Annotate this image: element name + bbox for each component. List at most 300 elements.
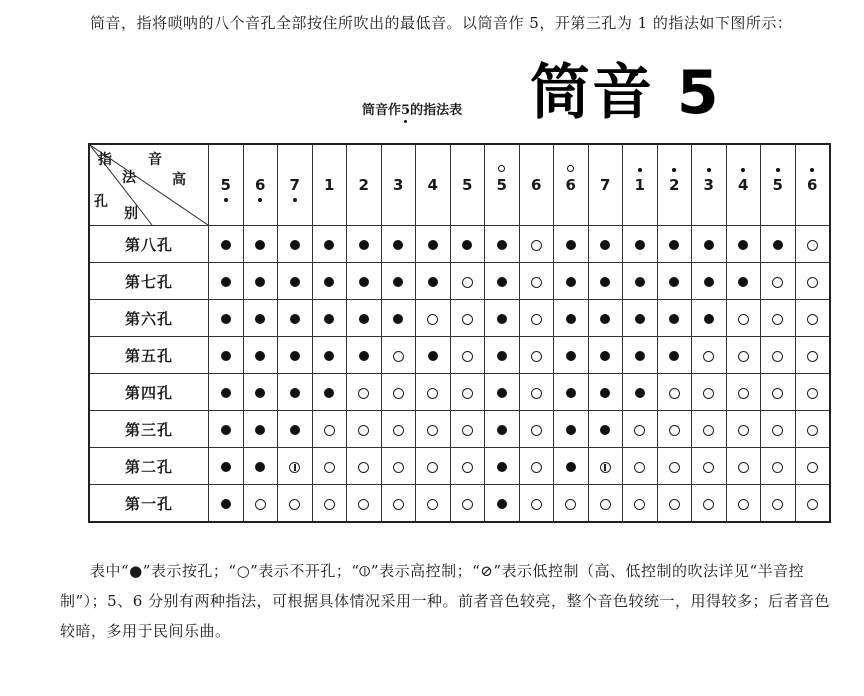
- fingering-cell: [209, 374, 244, 411]
- open-hole-icon: [807, 351, 818, 362]
- fingering-cell: [381, 300, 416, 337]
- closed-hole-icon: [255, 314, 265, 324]
- fingering-cell: [623, 485, 658, 523]
- fingering-cell: [278, 263, 313, 300]
- fingering-cell: [312, 485, 347, 523]
- fingering-cell: [416, 300, 451, 337]
- table-caption: [362, 99, 462, 118]
- legend-paragraph: 表中“●”表示按孔；“○”表示不开孔；“⦶”表示高控制；“⊘”表示低控制（高、低控制的吹法详见“半音控制”）；5、6 分别有两种指法，可根据具体情况采用一种。前者音色较亮，整个音色较统一，用得较多；后者音色较暗，多用于民间乐曲。: [60, 562, 831, 640]
- fingering-cell: [692, 337, 727, 374]
- closed-hole-icon: [290, 240, 300, 250]
- fingering-cell: [692, 226, 727, 263]
- fingering-cell: [519, 337, 554, 374]
- closed-hole-icon: [324, 277, 334, 287]
- note-label: [635, 168, 645, 202]
- open-hole-icon: [772, 314, 783, 325]
- open-hole-icon: [565, 499, 576, 510]
- hole-label: 第七孔: [89, 263, 209, 300]
- fingering-cell: [243, 411, 278, 448]
- note-label: [669, 168, 679, 202]
- open-hole-icon: [531, 277, 542, 288]
- fingering-cell: [795, 300, 830, 337]
- open-hole-icon: [531, 314, 542, 325]
- fingering-cell: [726, 337, 761, 374]
- closed-hole-icon: [497, 351, 507, 361]
- corner-yin: 音: [148, 152, 162, 168]
- corner-kong: 孔: [94, 194, 108, 210]
- open-hole-icon: [289, 499, 300, 510]
- fingering-cell: [795, 263, 830, 300]
- open-hole-icon: [738, 499, 749, 510]
- fingering-cell: [726, 374, 761, 411]
- note-text: 6: [531, 176, 542, 194]
- fingering-cell: [588, 374, 623, 411]
- fingering-cell: [726, 226, 761, 263]
- fingering-table: [88, 143, 831, 523]
- hole-label: 第五孔: [89, 337, 209, 374]
- big-title: 筒音 5: [530, 58, 721, 128]
- fingering-cell: [381, 337, 416, 374]
- fingering-cell: [381, 226, 416, 263]
- corner-bie: 别: [124, 206, 138, 222]
- closed-hole-icon: [290, 314, 300, 324]
- closed-hole-icon: [221, 277, 231, 287]
- closed-hole-icon: [497, 499, 507, 509]
- open-hole-icon: [703, 388, 714, 399]
- fingering-cell: [795, 337, 830, 374]
- fingering-cell: [519, 485, 554, 523]
- note-label: [255, 168, 265, 202]
- fingering-cell: [761, 374, 796, 411]
- open-hole-icon: [427, 499, 438, 510]
- closed-hole-icon: [669, 314, 679, 324]
- fingering-cell: [485, 337, 520, 374]
- note-header: [761, 144, 796, 226]
- closed-hole-icon: [221, 462, 231, 472]
- note-header: [795, 144, 830, 226]
- hole-label: 第四孔: [89, 374, 209, 411]
- fingering-cell: [761, 226, 796, 263]
- fingering-cell: [347, 337, 382, 374]
- fingering-cell: [519, 448, 554, 485]
- fingering-cell: [209, 411, 244, 448]
- note-header: [347, 144, 382, 226]
- closed-hole-icon: [359, 351, 369, 361]
- note-header: [381, 144, 416, 226]
- fingering-cell: [347, 263, 382, 300]
- fingering-cell: [347, 485, 382, 523]
- open-hole-icon: [738, 388, 749, 399]
- fingering-cell: [381, 448, 416, 485]
- fingering-cell: [657, 226, 692, 263]
- fingering-cell: [657, 337, 692, 374]
- open-hole-icon: [358, 425, 369, 436]
- fingering-cell: [657, 411, 692, 448]
- fingering-cell: [795, 411, 830, 448]
- hole-label: 第六孔: [89, 300, 209, 337]
- fingering-cell: [554, 448, 589, 485]
- fingering-cell: [692, 411, 727, 448]
- note-label: [807, 168, 817, 202]
- closed-hole-icon: [635, 277, 645, 287]
- closed-hole-icon: [669, 351, 679, 361]
- fingering-cell: [312, 337, 347, 374]
- fingering-cell: [554, 263, 589, 300]
- closed-hole-icon: [324, 314, 334, 324]
- closed-hole-icon: [600, 388, 610, 398]
- closed-hole-icon: [221, 499, 231, 509]
- open-hole-icon: [703, 425, 714, 436]
- corner-zhi: 指: [98, 152, 112, 168]
- open-hole-icon: [393, 351, 404, 362]
- open-hole-icon: [634, 425, 645, 436]
- fingering-cell: [450, 300, 485, 337]
- fingering-cell: [554, 411, 589, 448]
- fingering-cell: [381, 485, 416, 523]
- note-label: [738, 168, 748, 202]
- fingering-cell: [519, 263, 554, 300]
- note-text: 7: [600, 176, 611, 194]
- closed-hole-icon: [566, 351, 576, 361]
- closed-hole-icon: [255, 425, 265, 435]
- note-text: 5: [462, 176, 473, 194]
- closed-hole-icon: [635, 314, 645, 324]
- fingering-cell: [485, 411, 520, 448]
- half-hole-icon: [289, 462, 300, 473]
- fingering-cell: [623, 226, 658, 263]
- fingering-cell: [416, 337, 451, 374]
- closed-hole-icon: [497, 388, 507, 398]
- open-hole-icon: [531, 499, 542, 510]
- open-hole-icon: [703, 351, 714, 362]
- closed-hole-icon: [738, 240, 748, 250]
- fingering-cell: [278, 226, 313, 263]
- fingering-cell: [692, 263, 727, 300]
- fingering-cell: [761, 411, 796, 448]
- open-hole-icon: [427, 462, 438, 473]
- note-label: [221, 168, 231, 202]
- note-text: 2: [669, 176, 680, 194]
- closed-hole-icon: [635, 240, 645, 250]
- fingering-cell: [588, 411, 623, 448]
- fingering-cell: [312, 300, 347, 337]
- fingering-cell: [450, 226, 485, 263]
- table-body: [89, 226, 830, 523]
- fingering-cell: [485, 300, 520, 337]
- closed-hole-icon: [738, 277, 748, 287]
- closed-hole-icon: [669, 277, 679, 287]
- fingering-cell: [450, 411, 485, 448]
- fingering-cell: [243, 485, 278, 523]
- table-row: [89, 263, 830, 300]
- fingering-cell: [485, 485, 520, 523]
- fingering-cell: [692, 485, 727, 523]
- closed-hole-icon: [359, 314, 369, 324]
- fingering-cell: [243, 300, 278, 337]
- closed-hole-icon: [635, 351, 645, 361]
- closed-hole-icon: [255, 277, 265, 287]
- open-hole-icon: [358, 499, 369, 510]
- fingering-cell: [450, 485, 485, 523]
- fingering-cell: [795, 374, 830, 411]
- closed-hole-icon: [566, 388, 576, 398]
- fingering-cell: [657, 485, 692, 523]
- open-hole-icon: [393, 499, 404, 510]
- closed-hole-icon: [704, 240, 714, 250]
- note-label: [393, 168, 403, 202]
- note-header: [209, 144, 244, 226]
- fingering-cell: [519, 226, 554, 263]
- fingering-cell: [209, 263, 244, 300]
- fingering-cell: [692, 374, 727, 411]
- open-hole-icon: [807, 388, 818, 399]
- fingering-cell: [795, 226, 830, 263]
- note-header: [519, 144, 554, 226]
- note-label: [600, 168, 610, 202]
- open-hole-icon: [531, 462, 542, 473]
- open-hole-icon: [669, 425, 680, 436]
- note-label: [773, 168, 783, 202]
- closed-hole-icon: [497, 462, 507, 472]
- hole-label: 第三孔: [89, 411, 209, 448]
- open-hole-icon: [427, 425, 438, 436]
- closed-hole-icon: [600, 314, 610, 324]
- fingering-cell: [657, 300, 692, 337]
- open-hole-icon: [324, 499, 335, 510]
- fingering-cell: [726, 300, 761, 337]
- closed-hole-icon: [497, 240, 507, 250]
- closed-hole-icon: [393, 240, 403, 250]
- note-label: [359, 168, 369, 202]
- closed-hole-icon: [255, 240, 265, 250]
- fingering-cell: [209, 448, 244, 485]
- open-hole-icon: [462, 388, 473, 399]
- note-label: [428, 168, 438, 202]
- open-hole-icon: [772, 388, 783, 399]
- fingering-cell: [450, 448, 485, 485]
- note-header: [416, 144, 451, 226]
- note-text: 1: [634, 176, 645, 194]
- note-header: [485, 144, 520, 226]
- closed-hole-icon: [600, 240, 610, 250]
- closed-hole-icon: [497, 425, 507, 435]
- note-header: [692, 144, 727, 226]
- note-text: 2: [358, 176, 369, 194]
- fingering-cell: [588, 226, 623, 263]
- fingering-cell: [243, 448, 278, 485]
- fingering-cell: [588, 337, 623, 374]
- fingering-cell: [588, 300, 623, 337]
- fingering-cell: [761, 337, 796, 374]
- corner-gao: 高: [172, 172, 186, 188]
- fingering-cell: [726, 411, 761, 448]
- note-header: [726, 144, 761, 226]
- fingering-cell: [554, 226, 589, 263]
- fingering-cell: [209, 337, 244, 374]
- note-header: [278, 144, 313, 226]
- open-hole-icon: [807, 240, 818, 251]
- closed-hole-icon: [497, 314, 507, 324]
- note-text: 7: [289, 176, 300, 194]
- hole-label: 第一孔: [89, 485, 209, 523]
- fingering-cell: [450, 337, 485, 374]
- fingering-cell: [209, 485, 244, 523]
- closed-hole-icon: [221, 388, 231, 398]
- table-row: [89, 226, 830, 263]
- fingering-cell: [623, 263, 658, 300]
- fingering-cell: [278, 337, 313, 374]
- fingering-cell: [554, 485, 589, 523]
- table-row: [89, 411, 830, 448]
- table-row: [89, 374, 830, 411]
- fingering-cell: [278, 448, 313, 485]
- fingering-cell: [726, 448, 761, 485]
- open-hole-icon: [462, 351, 473, 362]
- open-hole-icon: [462, 277, 473, 288]
- open-hole-icon: [738, 314, 749, 325]
- open-hole-icon: [393, 462, 404, 473]
- closed-hole-icon: [255, 351, 265, 361]
- fingering-cell: [657, 263, 692, 300]
- fingering-cell: [312, 226, 347, 263]
- low-octave-dot-icon: [258, 198, 262, 202]
- open-hole-icon: [772, 499, 783, 510]
- fingering-cell: [347, 300, 382, 337]
- high-octave-dot-icon: [776, 168, 780, 172]
- open-hole-icon: [772, 462, 783, 473]
- alt-fingering-ring-icon: [567, 165, 574, 172]
- open-hole-icon: [669, 462, 680, 473]
- high-octave-dot-icon: [810, 168, 814, 172]
- closed-hole-icon: [704, 314, 714, 324]
- note-label: [290, 168, 300, 202]
- note-label: [531, 168, 541, 202]
- closed-hole-icon: [773, 240, 783, 250]
- note-label: [566, 168, 576, 202]
- high-octave-dot-icon: [672, 168, 676, 172]
- fingering-cell: [554, 374, 589, 411]
- fingering-cell: [726, 263, 761, 300]
- closed-hole-icon: [221, 425, 231, 435]
- closed-hole-icon: [221, 314, 231, 324]
- note-label: [462, 168, 472, 202]
- note-header: [588, 144, 623, 226]
- closed-hole-icon: [497, 277, 507, 287]
- open-hole-icon: [807, 462, 818, 473]
- fingering-cell: [554, 337, 589, 374]
- open-hole-icon: [634, 462, 645, 473]
- fingering-cell: [416, 411, 451, 448]
- fingering-cell: [416, 374, 451, 411]
- note-text: 5: [772, 176, 783, 194]
- fingering-cell: [209, 300, 244, 337]
- fingering-cell: [761, 448, 796, 485]
- closed-hole-icon: [290, 388, 300, 398]
- open-hole-icon: [324, 425, 335, 436]
- closed-hole-icon: [600, 351, 610, 361]
- closed-hole-icon: [393, 277, 403, 287]
- table-row: [89, 448, 830, 485]
- fingering-cell: [209, 226, 244, 263]
- fingering-cell: [554, 300, 589, 337]
- low-octave-dot-icon: [224, 198, 228, 202]
- note-text: 3: [703, 176, 714, 194]
- high-octave-dot-icon: [707, 168, 711, 172]
- fingering-cell: [312, 411, 347, 448]
- open-hole-icon: [531, 425, 542, 436]
- open-hole-icon: [772, 425, 783, 436]
- fingering-cell: [795, 448, 830, 485]
- fingering-cell: [312, 374, 347, 411]
- fingering-cell: [450, 374, 485, 411]
- note-text: 5: [220, 176, 231, 194]
- fingering-cell: [623, 374, 658, 411]
- closed-hole-icon: [600, 425, 610, 435]
- note-text: 6: [807, 176, 818, 194]
- open-hole-icon: [703, 499, 714, 510]
- fingering-cell: [761, 485, 796, 523]
- note-label: [704, 168, 714, 202]
- closed-hole-icon: [221, 240, 231, 250]
- fingering-cell: [485, 263, 520, 300]
- fingering-cell: [623, 448, 658, 485]
- open-hole-icon: [358, 388, 369, 399]
- low-octave-dot-icon: [404, 120, 407, 123]
- fingering-cell: [243, 374, 278, 411]
- fingering-cell: [381, 263, 416, 300]
- open-hole-icon: [807, 277, 818, 288]
- open-hole-icon: [393, 425, 404, 436]
- note-text: 6: [565, 176, 576, 194]
- caption-after: 的指法表: [410, 103, 463, 118]
- closed-hole-icon: [359, 277, 369, 287]
- closed-hole-icon: [290, 425, 300, 435]
- fingering-cell: [278, 300, 313, 337]
- closed-hole-icon: [255, 462, 265, 472]
- closed-hole-icon: [324, 240, 334, 250]
- caption-before: 筒音作: [362, 103, 402, 118]
- note-text: 1: [324, 176, 335, 194]
- closed-hole-icon: [290, 277, 300, 287]
- open-hole-icon: [807, 314, 818, 325]
- open-hole-icon: [462, 314, 473, 325]
- high-octave-dot-icon: [741, 168, 745, 172]
- open-hole-icon: [531, 240, 542, 251]
- note-label: [324, 168, 334, 202]
- hole-label: 第二孔: [89, 448, 209, 485]
- open-hole-icon: [738, 462, 749, 473]
- fingering-cell: [347, 448, 382, 485]
- closed-hole-icon: [635, 388, 645, 398]
- note-text: 3: [393, 176, 404, 194]
- closed-hole-icon: [669, 240, 679, 250]
- fingering-cell: [657, 448, 692, 485]
- fingering-cell: [519, 411, 554, 448]
- note-header: [554, 144, 589, 226]
- open-hole-icon: [807, 499, 818, 510]
- fingering-cell: [347, 226, 382, 263]
- corner-fa: 法: [122, 170, 136, 186]
- fingering-cell: [485, 374, 520, 411]
- fingering-cell: [243, 226, 278, 263]
- fingering-cell: [347, 411, 382, 448]
- open-hole-icon: [531, 388, 542, 399]
- open-hole-icon: [427, 388, 438, 399]
- note-header: [623, 144, 658, 226]
- closed-hole-icon: [324, 351, 334, 361]
- open-hole-icon: [669, 388, 680, 399]
- closed-hole-icon: [704, 277, 714, 287]
